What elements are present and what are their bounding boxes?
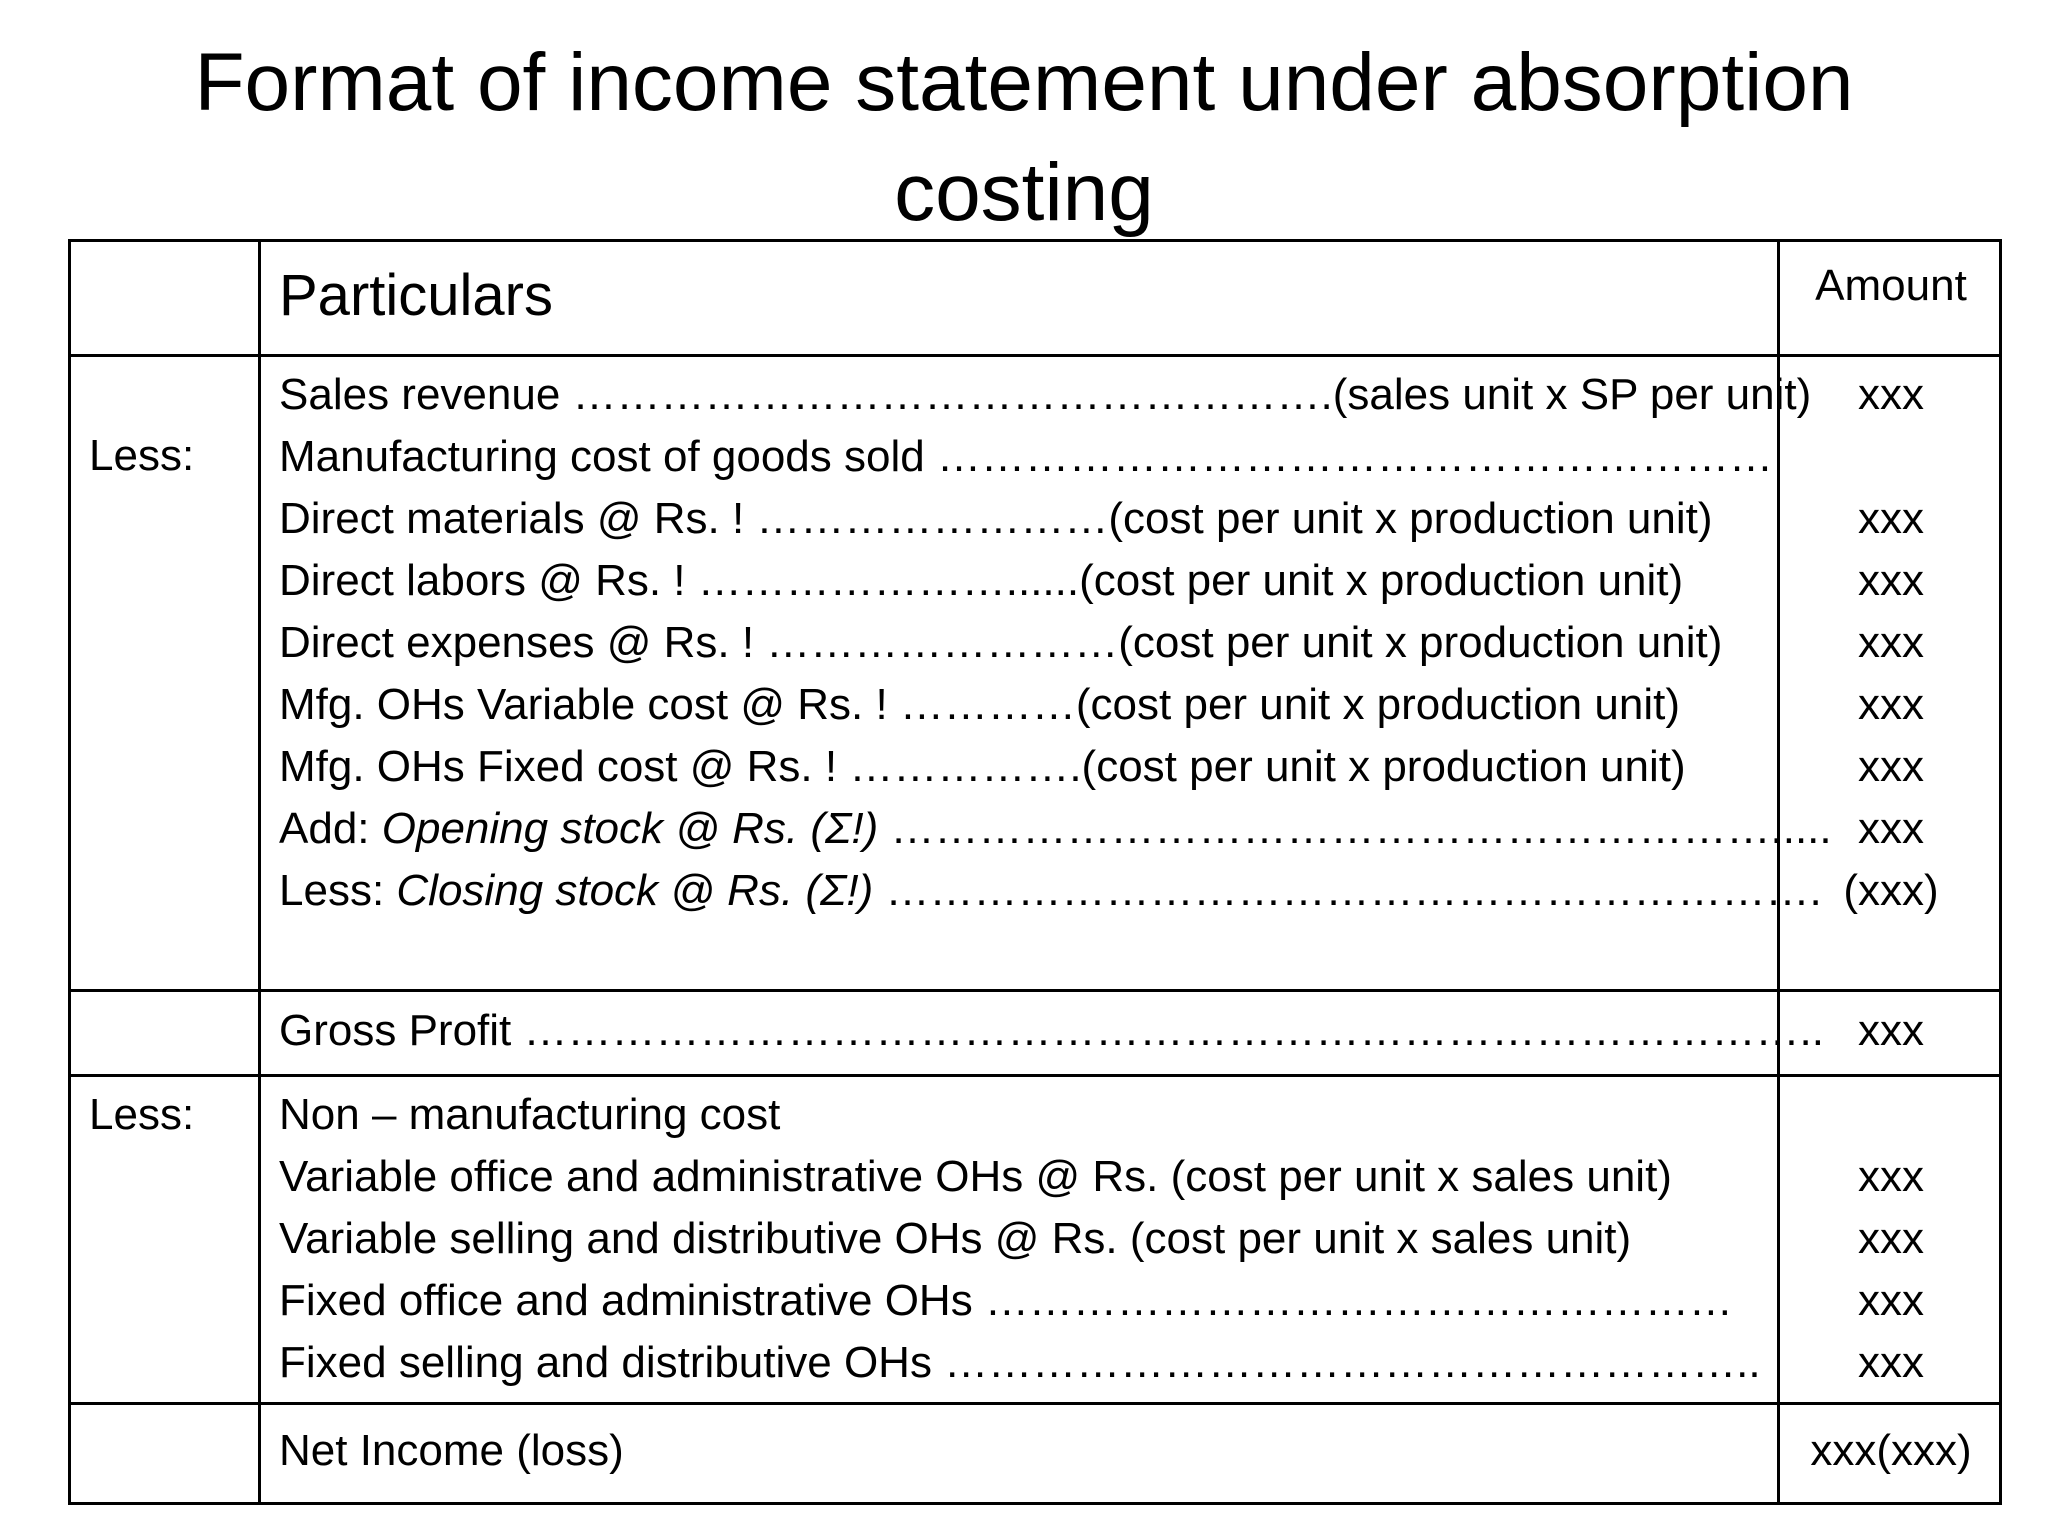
list-item: Manufacturing cost of goods sold ………………………………………………… bbox=[279, 432, 1773, 481]
amount-cell: xxx bbox=[1858, 680, 1924, 729]
row-divider-section1 bbox=[71, 989, 1999, 992]
amount-cell: xxx bbox=[1858, 742, 1924, 791]
list-item: Variable selling and distributive OHs @ Rs. (cost per unit x sales unit) bbox=[279, 1214, 1632, 1263]
list-item: Sales revenue …………………………………………….(sales unit x SP per unit) bbox=[279, 370, 1812, 419]
income-statement-table bbox=[68, 239, 2002, 1505]
amount-cell: xxx bbox=[1858, 370, 1924, 419]
section1-label: Less: bbox=[89, 431, 195, 480]
closing-stock-label: Closing stock @ Rs. (Σ!) bbox=[396, 866, 874, 915]
closing-stock-leader: ………………………………………………………. bbox=[873, 866, 1822, 915]
list-item: Fixed office and administrative OHs …………………………………………… bbox=[279, 1276, 1733, 1325]
amount-cell: xxx bbox=[1858, 1152, 1924, 1201]
section1-amounts bbox=[1783, 364, 1999, 922]
list-item: Fixed selling and distributive OHs ……………………………………………….. bbox=[279, 1338, 1761, 1387]
amount-cell: xxx bbox=[1858, 1338, 1924, 1387]
row-divider-section2 bbox=[71, 1402, 1999, 1405]
opening-stock-prefix: Add: bbox=[279, 804, 382, 853]
row-divider-gross-profit bbox=[71, 1074, 1999, 1077]
list-item: Direct expenses @ Rs. ! ……………………(cost per unit x production unit) bbox=[279, 618, 1723, 667]
net-income-amount: xxx(xxx) bbox=[1810, 1426, 1972, 1475]
list-item: Variable office and administrative OHs @ Rs. (cost per unit x sales unit) bbox=[279, 1152, 1672, 1201]
header-amount: Amount bbox=[1815, 261, 1967, 310]
amount-cell: xxx bbox=[1858, 1276, 1924, 1325]
row-divider-header bbox=[71, 354, 1999, 357]
opening-stock-leader: ……………………………………………………..... bbox=[878, 804, 1832, 853]
list-item: Direct labors @ Rs. ! …………………......(cost per unit x production unit) bbox=[279, 556, 1684, 605]
gross-profit-amount: xxx bbox=[1858, 1006, 1924, 1055]
list-item bbox=[279, 860, 1832, 922]
page-title bbox=[0, 28, 2048, 248]
section2-label: Less: bbox=[89, 1090, 195, 1139]
gross-profit-label: Gross Profit …………………………………………………………………………….. bbox=[279, 1006, 1824, 1055]
list-item bbox=[279, 798, 1832, 860]
list-item: Mfg. OHs Variable cost @ Rs. ! …………(cost per unit x production unit) bbox=[279, 680, 1680, 729]
header-particulars: Particulars bbox=[279, 263, 553, 328]
amount-cell: xxx bbox=[1858, 1214, 1924, 1263]
amount-cell bbox=[1783, 426, 1999, 488]
list-item: Mfg. OHs Fixed cost @ Rs. ! …………….(cost per unit x production unit) bbox=[279, 742, 1686, 791]
amount-cell bbox=[1783, 1084, 1999, 1146]
amount-cell: xxx bbox=[1858, 494, 1924, 543]
column-divider-label bbox=[258, 242, 261, 1502]
list-item: Direct materials @ Rs. ! ……………………(cost per unit x production unit) bbox=[279, 494, 1713, 543]
net-income-label: Net Income (loss) bbox=[279, 1426, 624, 1475]
section1-particulars bbox=[279, 364, 1832, 922]
amount-cell: (xxx) bbox=[1843, 866, 1939, 915]
amount-cell: xxx bbox=[1858, 556, 1924, 605]
closing-stock-prefix: Less: bbox=[279, 866, 397, 915]
section2-particulars bbox=[279, 1084, 1761, 1394]
list-item: Non – manufacturing cost bbox=[279, 1090, 781, 1139]
amount-cell: xxx bbox=[1858, 618, 1924, 667]
page-title-line-1: Format of income statement under absorption bbox=[194, 37, 1854, 128]
section2-amounts bbox=[1783, 1084, 1999, 1394]
opening-stock-label: Opening stock @ Rs. (Σ!) bbox=[381, 804, 879, 853]
page-title-line-2: costing bbox=[894, 147, 1154, 238]
amount-cell: xxx bbox=[1858, 804, 1924, 853]
